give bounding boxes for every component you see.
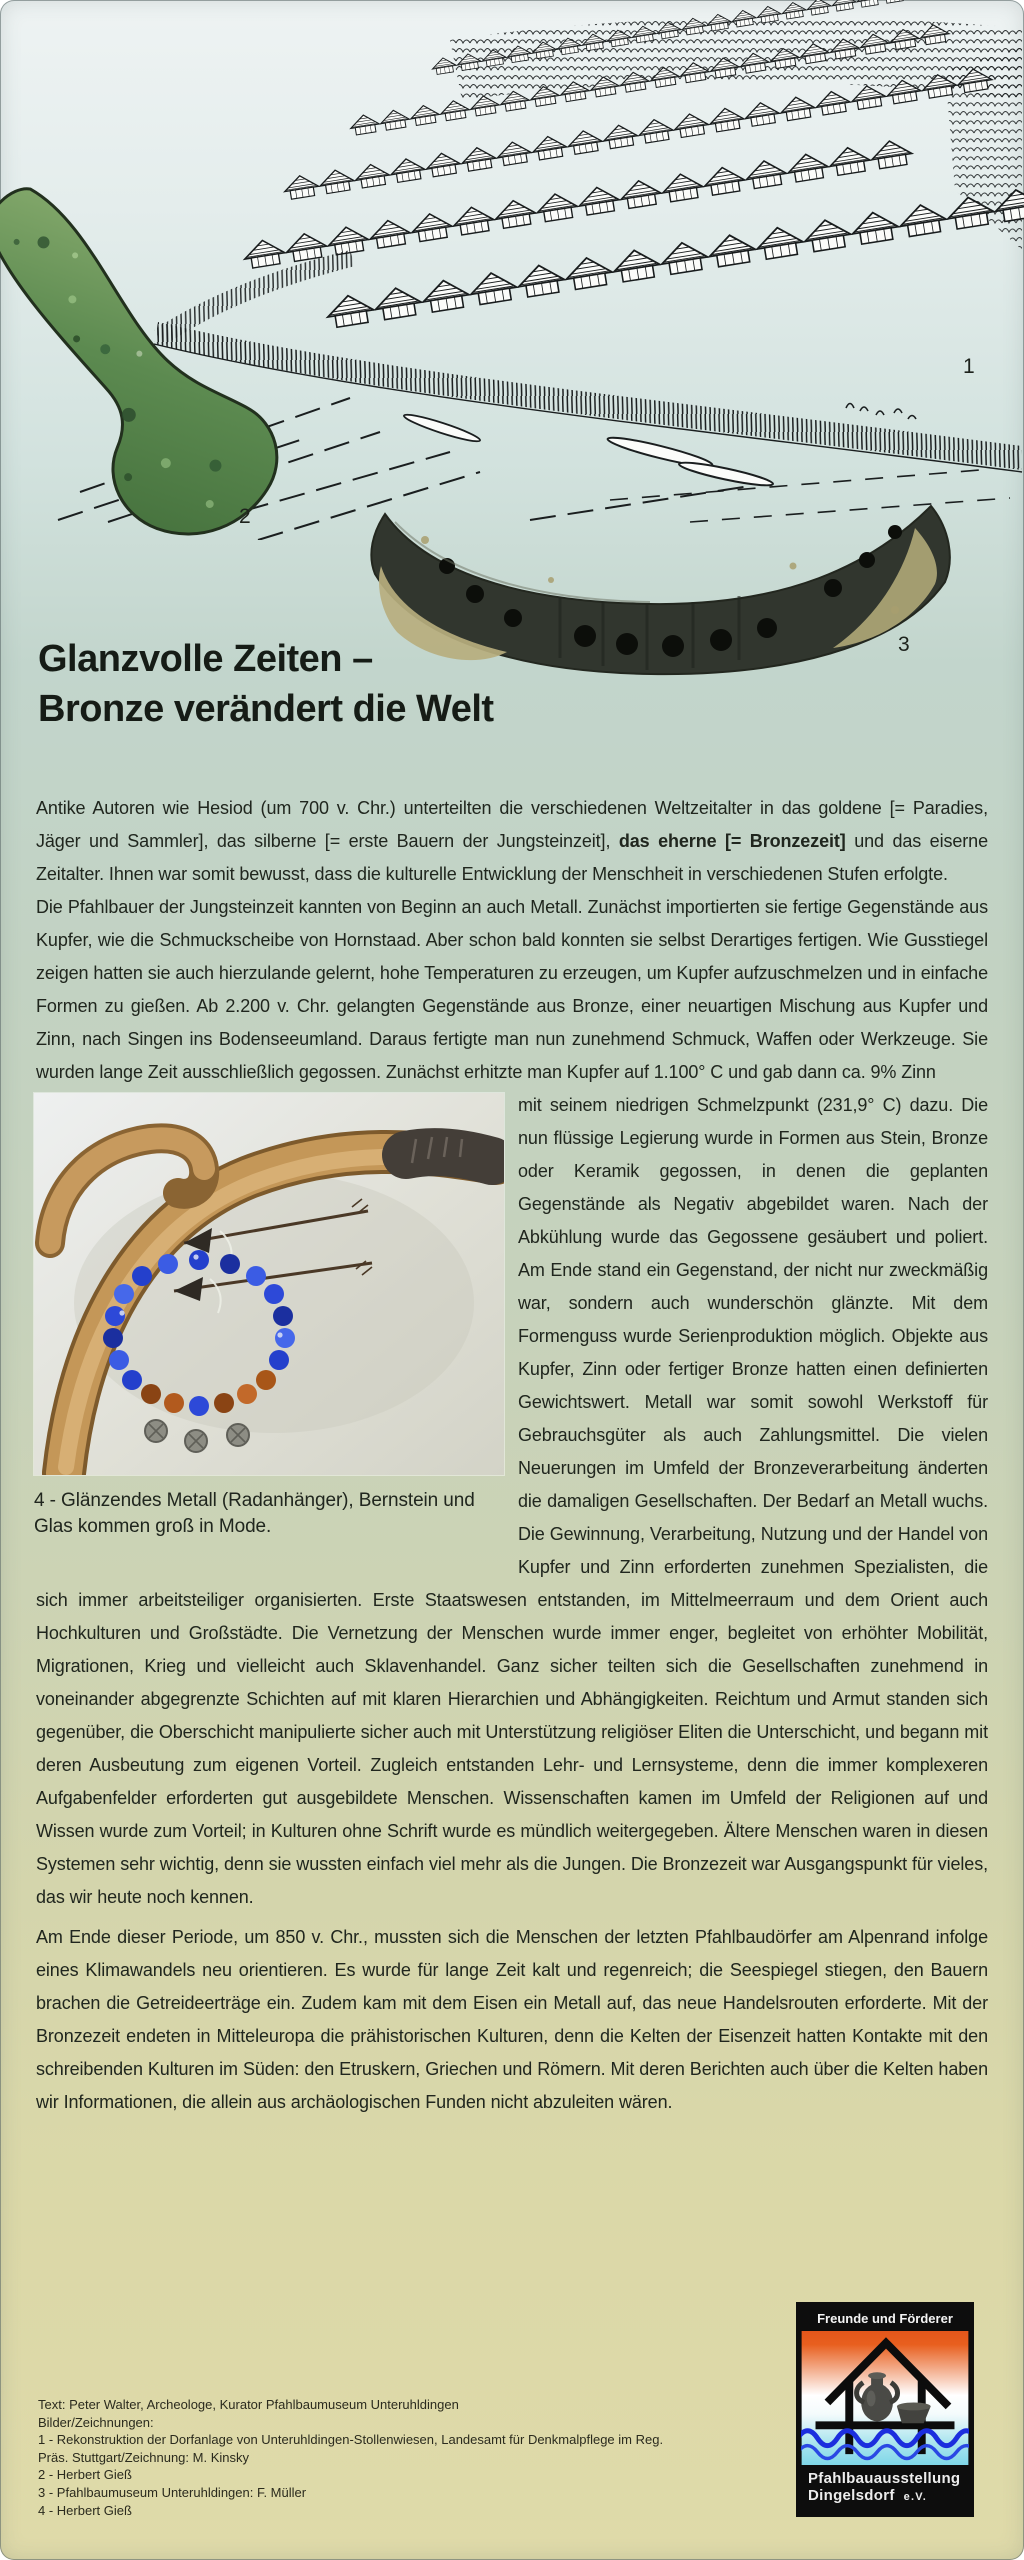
figure-label-2: 2 (239, 505, 251, 528)
credits-line: 3 - Pfahlbaumuseum Unteruhldingen: F. Müller (38, 2484, 307, 2500)
logo-footer-text (801, 2465, 969, 2512)
logo-ev-suffix: e.V. (903, 2491, 927, 2503)
body-paragraph-3: Am Ende dieser Periode, um 850 v. Chr., mussten sich die Menschen der letzten Pfahlbaudörfer am Alpenrand infolge eines Klimawandels neu orientieren. Es wurde für lange Zeit kalt und regenreich; die Seespiegel stiegen, den Bauern brachen die Getreideerträge ein. Zudem kam mit dem Eisen ein Metall auf, das neue Handelsrouten erforderte. Mit der Bronzezeit endeten in Mitteleuropa die prähistorischen Kulturen, denn die Kelten der Eisenzeit hatten Kontakte mit den schreibenden Kulturen im Süden: den Etruskern, Griechen und Römern. Mit deren Berichten auch über die Kelten haben wir Informationen, die allein aus archäologischen Funden nicht abzuleiten wären. (36, 1927, 988, 2112)
body-text (36, 792, 988, 2119)
logo-association-name: Pfahlbauausstellung (808, 2470, 961, 2487)
page-title (38, 634, 494, 734)
credits-line: 2 - Herbert Gieß (38, 2467, 132, 2483)
wrap-section (36, 1089, 988, 1914)
logo-place-name (808, 2487, 967, 2506)
jewelry-photo-figure (34, 1093, 504, 1540)
title-line-2: Bronze verändert die Welt (38, 688, 494, 730)
logo-header-text: Freunde und Förderer (801, 2307, 969, 2331)
body-paragraph-2b: mit seinem niedrigen Schmelzpunkt (231,9° C) dazu. Die nun flüssige Legierung wurde in Formen aus Stein, Bronze oder Keramik gegossen, in denen die geplanten Gegenstände als Negativ abgebildet waren. Nach der Abkühlung wurde das Gegossene gesäubert und poliert. Am Ende stand ein Gegenstand, der nicht nur zweckmäßig war, sondern auch wunderschön glänzte. Mit dem Formenguss wurde Serienproduktion möglich. Objekte aus Kupfer, Zinn oder fertiger Bronze hatten einen definierten Gewichtswert. Metall war somit sowohl Werkstoff für Gebrauchsgüter als auch Zahlungsmittel. Die vielen Neuerungen im Umfeld der Bronzeverarbeitung änderten die damaligen Gesellschaften. Der Bedarf an Metall wuchs. Die Gewinnung, Verarbeitung, Nutzung und der Handel von Kupfer und Zinn erforderten zunehmen Spezialisten, die sich immer arbeitsteiliger organisierten. Erste Staatswesen entstanden, im Mittelmeerraum und dem Orient auch Hochkulturen und Großstädte. Die Vernetzung der Menschen wurde immer enger, begleitet von erhöhter Mobilität, Migrationen, Krieg und vielleicht auch Sklavenhandel. Ganz sicher teilten sich die Gesellschaften zunehmend in voneinander abgegrenzte Schichten auf mit klaren Hierarchien und Abhängigkeiten. Reichtum und Armut standen sich gegenüber, die Oberschicht manipulierte sicher auch mit Unterstützung religiöser Eliten die Unterschicht, und begann mit deren Ausbeutung zum eigenen Vorteil. Zugleich entstanden Lehr- und Lernsysteme, denn die immer komplexeren Aufgabenfelder erforderten gut ausgebildete Menschen. Wissenschaften kamen im Umfeld der Religionen auf und Wissen wurde zum Vorteil; in Kulturen ohne Schrift wurde es mündlich weitergegeben. Ältere Menschen waren in diesen Systemen sehr wichtig, denn sie wussten einfach viel mehr als die Jungen. Die Bronzezeit war Ausgangspunkt für vieles, das wir heute noch kennen. (36, 1095, 988, 1907)
credits-line: Text: Peter Walter, Archeologe, Kurator Pfahlbaumuseum Unteruhldingen (38, 2397, 459, 2412)
figure-label-3: 3 (898, 633, 910, 656)
paragraph-1-bold-text: das eherne [= Bronzezeit] (618, 831, 846, 851)
logo-place: Dingelsdorf (808, 2487, 895, 2504)
association-logo (796, 2302, 974, 2517)
jewelry-photo (34, 1093, 504, 1475)
credits-line: 1 - Rekonstruktion der Dorfanlage von Unteruhldingen-Stollenwiesen, Landesamt für Denkmalpflege im Reg. (38, 2432, 664, 2448)
body-paragraph-1 (36, 792, 988, 891)
credits-line: Bilder/Zeichnungen: (38, 2414, 154, 2430)
photo-caption: 4 - Glänzendes Metall (Radanhänger), Bernstein und Glas kommen groß in Mode. (34, 1490, 475, 1537)
body-paragraph-2a: Die Pfahlbauer der Jungsteinzeit kannten von Beginn an auch Metall. Zunächst importierten sie fertige Gegenstände aus Kupfer, wie die Schmuckscheibe von Hornstaad. Aber schon bald konnten sie selbst Derartiges fertigen. Wie Gusstiegel zeigen hatten sie auch hierzulande gelernt, hohe Temperaturen zu erzeugen, um Kupfer aufzuschmelzen und in einfache Formen zu gießen. Ab 2.200 v. Chr. gelangten Gegenstände aus Bronze, einer neuartigen Mischung aus Kupfer und Zinn, nach Singen ins Bodenseeumland. Daraus fertigte man nun zunehmend Schmuck, Waffen oder Werkzeuge. Sie wurden lange Zeit ausschließlich gegossen. Zunächst erhitzte man Kupfer auf 1.100° C und gab dann ca. 9% Zinn (36, 897, 988, 1082)
title-line-1: Glanzvolle Zeiten – (38, 638, 373, 680)
paragraph-1-text-end: und das eiserne Zeitalter. Ihnen war somit bewusst, dass die kulturelle Entwicklung der Menschheit in verschiedenen Stufen erfolgte. (36, 831, 988, 884)
credits-line: 4 - Herbert Gieß (38, 2502, 132, 2518)
logo-emblem (801, 2331, 969, 2465)
paragraph-1-text: Antike Autoren wie Hesiod (um 700 v. Chr.) unterteilten die verschiedenen Weltzeitalter in das goldene [= Paradies, Jäger und Sammler], das silberne [= erste Bauern der Jungsteinzeit], (36, 798, 988, 851)
pile-dwelling-house-icon (801, 2331, 969, 2465)
credits-block (38, 2396, 663, 2519)
figure-label-1: 1 (963, 355, 975, 378)
credits-line: Präs. Stuttgart/Zeichnung: M. Kinsky (38, 2449, 249, 2465)
